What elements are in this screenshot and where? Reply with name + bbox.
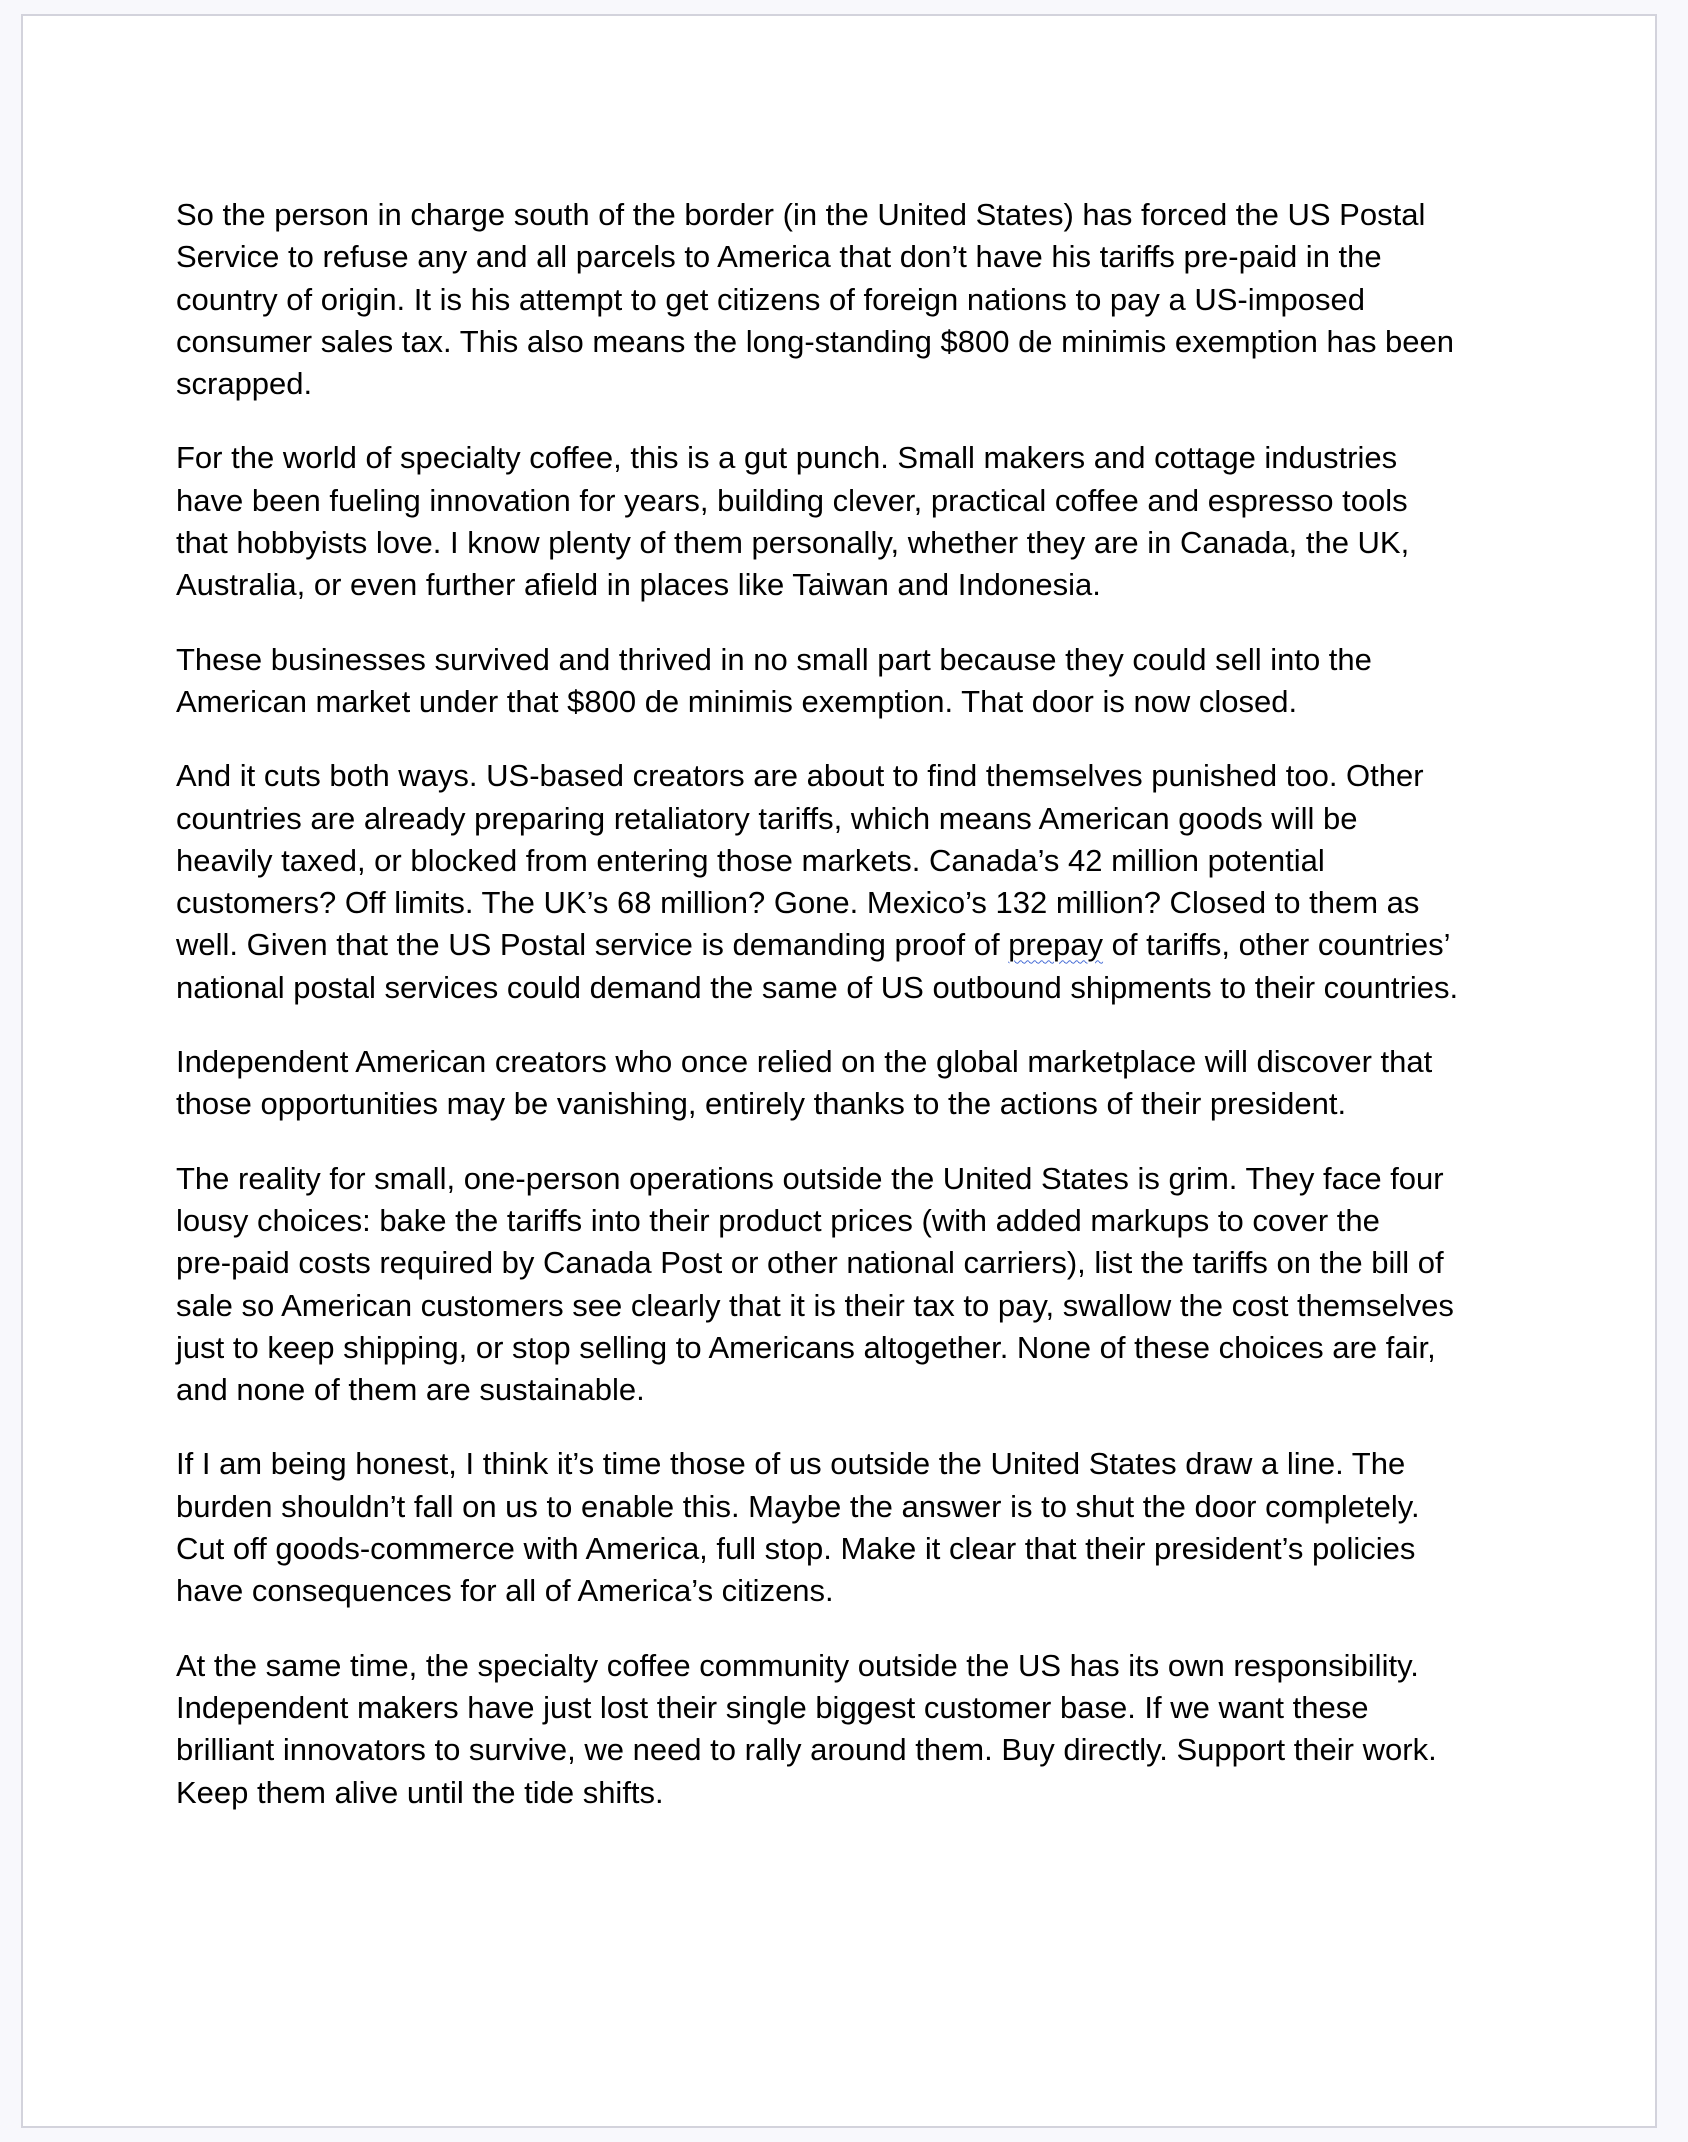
text-line: Independent makers have just lost their single biggest customer base. If we want these	[176, 1689, 1369, 1725]
document-body[interactable]	[176, 194, 1536, 1846]
text-line: If I am being honest, I think it’s time those of us outside the United States draw a line. The	[176, 1446, 1406, 1482]
text-line: So the person in charge south of the border (in the United States) has forced the US Postal	[176, 197, 1426, 232]
text-line: national postal services could demand the same of US outbound shipments to their countries.	[176, 969, 1459, 1005]
text-line: and none of them are sustainable.	[176, 1372, 645, 1408]
text-line: that hobbyists love. I know plenty of them personally, whether they are in Canada, the UK,	[176, 525, 1410, 561]
paragraph-7	[176, 1443, 1536, 1612]
text-line: pre-paid costs required by Canada Post or other national carriers), list the tariffs on the bill of	[176, 1245, 1444, 1281]
text-line: have been fueling innovation for years, building clever, practical coffee and espresso tools	[176, 482, 1408, 518]
text-line	[176, 927, 1451, 962]
text-run: of tariffs, other countries’	[1103, 927, 1451, 963]
text-line: Australia, or even further afield in places like Taiwan and Indonesia.	[176, 567, 1101, 603]
text-line: Keep them alive until the tide shifts.	[176, 1774, 664, 1810]
text-line: At the same time, the specialty coffee community outside the US has its own responsibility.	[176, 1647, 1419, 1683]
text-line: lousy choices: bake the tariffs into their product prices (with added markups to cover the	[176, 1202, 1380, 1238]
text-line: Service to refuse any and all parcels to America that don’t have his tariffs pre-paid in the	[176, 239, 1382, 275]
paragraph-6	[176, 1158, 1536, 1412]
text-line: These businesses survived and thrived in no small part because they could sell into the	[176, 641, 1372, 677]
spellcheck-flagged-word[interactable]: prepay	[1008, 927, 1104, 963]
text-line: consumer sales tax. This also means the long-standing $800 de minimis exemption has been	[176, 323, 1455, 359]
text-line: American market under that $800 de minimis exemption. That door is now closed.	[176, 683, 1298, 719]
paragraph-8	[176, 1645, 1536, 1814]
text-line: customers? Off limits. The UK’s 68 million? Gone. Mexico’s 132 million? Closed to them as	[176, 885, 1420, 921]
text-line: scrapped.	[176, 366, 313, 402]
text-line: heavily taxed, or blocked from entering those markets. Canada’s 42 million potential	[176, 842, 1325, 878]
paragraph-4	[176, 755, 1536, 1009]
text-line: burden shouldn’t fall on us to enable this. Maybe the answer is to shut the door completely.	[176, 1488, 1420, 1524]
text-line: have consequences for all of America’s citizens.	[176, 1573, 834, 1609]
text-line: Cut off goods-commerce with America, full stop. Make it clear that their president’s policies	[176, 1531, 1416, 1567]
text-line: Independent American creators who once relied on the global marketplace will discover that	[176, 1044, 1433, 1080]
text-line: And it cuts both ways. US-based creators are about to find themselves punished too. Other	[176, 758, 1424, 794]
paragraph-2	[176, 437, 1536, 606]
text-line: brilliant innovators to survive, we need to rally around them. Buy directly. Support their work.	[176, 1732, 1437, 1768]
paragraph-1	[176, 194, 1536, 405]
text-line: countries are already preparing retaliatory tariffs, which means American goods will be	[176, 800, 1358, 836]
document-page[interactable]	[21, 14, 1657, 2128]
text-run: well. Given that the US Postal service is demanding proof of	[176, 927, 1009, 963]
paragraph-3	[176, 639, 1536, 724]
text-line: For the world of specialty coffee, this is a gut punch. Small makers and cottage industries	[176, 440, 1398, 476]
paragraph-5	[176, 1041, 1536, 1126]
text-line: The reality for small, one-person operations outside the United States is grim. They face four	[176, 1160, 1444, 1196]
text-line: just to keep shipping, or stop selling to Americans altogether. None of these choices are fair,	[176, 1329, 1436, 1365]
text-line: country of origin. It is his attempt to get citizens of foreign nations to pay a US-imposed	[176, 281, 1365, 317]
text-line: those opportunities may be vanishing, entirely thanks to the actions of their president.	[176, 1086, 1347, 1122]
text-line: sale so American customers see clearly that it is their tax to pay, swallow the cost themselves	[176, 1287, 1454, 1323]
